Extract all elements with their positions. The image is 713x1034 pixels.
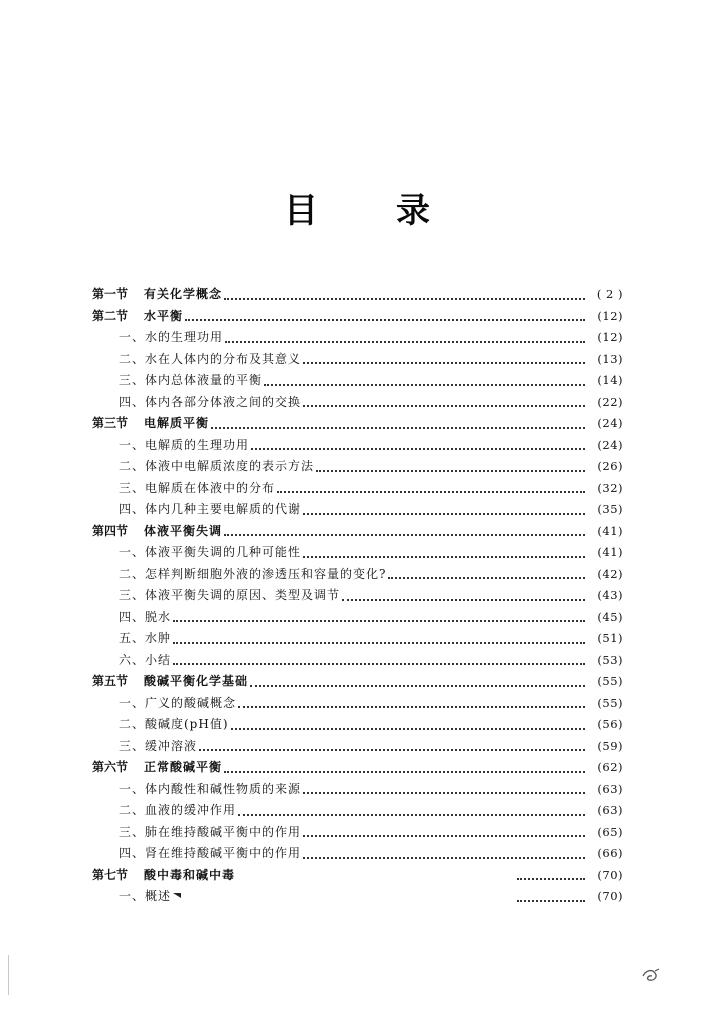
toc-entry-label [119, 822, 301, 844]
toc-entry-label [119, 542, 301, 564]
toc-entry-label [119, 843, 301, 865]
dot-leader [238, 694, 585, 708]
toc-entry-label [92, 521, 222, 543]
subsection-title: 四、体内各部分体液之间的交换 [119, 394, 302, 409]
toc-entry-label [119, 499, 301, 521]
toc-section-row [0, 306, 713, 328]
page-number: (41) [597, 545, 623, 559]
toc-subsection-row [0, 628, 713, 650]
dot-leader [211, 415, 585, 429]
page-number: (59) [597, 738, 623, 753]
toc-entry-label [119, 327, 223, 349]
toc-subsection-row [0, 435, 713, 457]
scan-smudge-mark [640, 966, 662, 984]
toc-subsection-row [0, 370, 713, 392]
dot-leader [235, 868, 589, 882]
dot-leader [225, 329, 585, 343]
toc-entry-label [92, 671, 248, 693]
section-title: 酸碱平衡化学基础 [144, 674, 249, 688]
dot-leader [185, 307, 585, 321]
dot-leader [231, 716, 585, 730]
dot-leader [173, 630, 585, 644]
toc-section-row [0, 521, 713, 543]
section-number: 第五节 [92, 674, 129, 688]
toc-entry-label [119, 370, 262, 392]
toc-subsection-row [0, 607, 713, 629]
toc-section-row [0, 671, 713, 693]
toc-subsection-row [0, 650, 713, 672]
title-char-2: 录 [396, 191, 430, 231]
section-title: 电解质平衡 [144, 416, 210, 430]
page-number: (22) [597, 394, 623, 409]
subsection-title: 二、血液的缓冲作用 [119, 803, 237, 817]
toc-entry-label [92, 284, 222, 306]
toc-subsection-row [0, 822, 713, 844]
section-title: 有关化学概念 [144, 287, 223, 301]
dot-leader [303, 544, 585, 558]
subsection-title: 一、水的生理功用 [119, 330, 224, 344]
page-number: (66) [597, 846, 623, 860]
toc-entry-label [119, 628, 171, 650]
page-number: (51) [597, 631, 623, 645]
subsection-title: 四、体内几种主要电解质的代谢 [119, 502, 302, 516]
section-title: 水平衡 [144, 308, 184, 323]
dot-leader [264, 372, 585, 386]
toc-subsection-row [0, 349, 713, 371]
toc-entry-label [119, 435, 249, 457]
toc-entry-label [119, 650, 171, 672]
toc-section-row [0, 284, 713, 306]
toc-entry-label [119, 392, 301, 414]
page-number: (35) [597, 502, 623, 516]
dot-leader [224, 759, 585, 773]
toc-subsection-row [0, 779, 713, 801]
page-number: (26) [597, 459, 623, 473]
section-number: 第七节 [92, 867, 129, 882]
section-number: 第二节 [92, 308, 129, 323]
toc-subsection-row [0, 800, 713, 822]
toc-entry-label [92, 757, 222, 779]
section-title: 正常酸碱平衡 [144, 760, 223, 774]
page-number: (55) [597, 674, 623, 688]
dot-leader [199, 737, 585, 751]
section-number: 第四节 [92, 523, 129, 538]
toc-entry-label [92, 865, 235, 887]
dot-leader [250, 673, 585, 687]
toc-subsection-row [0, 499, 713, 521]
toc-subsection-row [0, 564, 713, 586]
dot-leader [238, 802, 585, 816]
page-number: (63) [597, 803, 623, 817]
page-number: ( 2 ) [596, 287, 623, 301]
page-number: (12) [597, 308, 623, 323]
dot-leader [224, 522, 585, 536]
dot-leader [303, 350, 585, 364]
page-number: (12) [597, 330, 623, 344]
page-number: (53) [597, 652, 623, 667]
page-number: (41) [597, 523, 623, 538]
page-number: (14) [597, 373, 623, 387]
dot-leader [316, 458, 585, 472]
toc-section-row [0, 865, 713, 887]
subsection-title: 一、概述 [119, 889, 172, 903]
toc-entry-label [92, 413, 209, 435]
page-number: (70) [597, 889, 623, 903]
page-number: (24) [597, 416, 623, 430]
subsection-title: 六、小结 [119, 652, 172, 667]
pencil-arrow-mark [173, 893, 181, 898]
page-number: (42) [597, 566, 623, 581]
subsection-title: 三、体液平衡失调的原因、类型及调节 [119, 588, 341, 602]
toc-section-row [0, 757, 713, 779]
toc-entry-label [119, 349, 301, 371]
page-number: (62) [597, 760, 623, 774]
page-title [0, 186, 713, 236]
toc-entry-label [119, 779, 301, 801]
toc-entry-label [119, 585, 340, 607]
dot-leader [181, 890, 589, 904]
toc-subsection-row [0, 714, 713, 736]
toc-entry-label [119, 736, 197, 758]
page-number: (45) [597, 609, 623, 624]
toc-entry-label [119, 478, 275, 500]
subsection-title: 三、体内总体液量的平衡 [119, 373, 263, 387]
page-number: (43) [597, 588, 623, 602]
dot-leader [251, 436, 585, 450]
subsection-title: 三、肺在维持酸碱平衡中的作用 [119, 824, 302, 839]
subsection-title: 一、电解质的生理功用 [119, 437, 250, 452]
scan-edge-mark [8, 955, 9, 995]
page-number: (24) [597, 437, 623, 452]
toc-entry-label [119, 607, 171, 629]
toc-subsection-row [0, 693, 713, 715]
toc-subsection-row [0, 456, 713, 478]
toc-entry-label [92, 306, 183, 328]
toc-subsection-row [0, 736, 713, 758]
subsection-title: 三、电解质在体液中的分布 [119, 480, 276, 495]
dot-leader [303, 501, 585, 515]
section-number: 第六节 [92, 760, 129, 774]
subsection-title: 四、脱水 [119, 609, 172, 624]
section-number: 第三节 [92, 416, 129, 430]
dot-leader [303, 780, 585, 794]
subsection-title: 一、体液平衡失调的几种可能性 [119, 545, 302, 559]
page-number: (63) [597, 781, 623, 796]
toc-subsection-row [0, 585, 713, 607]
page-number: (65) [597, 824, 623, 839]
toc-entry-label [119, 714, 229, 736]
section-title: 体液平衡失调 [144, 523, 223, 538]
section-number: 第一节 [92, 287, 129, 301]
page-number: (13) [597, 351, 623, 366]
toc-subsection-row [0, 327, 713, 349]
subsection-title: 一、广义的酸碱概念 [119, 695, 237, 710]
subsection-title: 三、缓冲溶液 [119, 738, 198, 753]
toc-subsection-row [0, 392, 713, 414]
dot-leader [173, 651, 585, 665]
toc-entry-label [119, 564, 386, 586]
toc-subsection-row [0, 542, 713, 564]
title-char-1: 目 [284, 191, 318, 231]
dot-leader [224, 286, 585, 300]
subsection-title: 一、体内酸性和碱性物质的来源 [119, 781, 302, 796]
toc-subsection-row [0, 478, 713, 500]
dot-leader [303, 393, 585, 407]
dot-leader [303, 845, 585, 859]
dot-leader [303, 823, 585, 837]
dot-leader [277, 479, 585, 493]
toc-entry-label [119, 456, 314, 478]
page-number: (32) [597, 480, 623, 495]
subsection-title: 五、水肿 [119, 631, 172, 645]
page-number: (55) [597, 695, 623, 710]
subsection-title: 二、酸碱度(pH值) [119, 717, 229, 731]
table-of-contents [0, 284, 713, 908]
toc-section-row [0, 413, 713, 435]
toc-subsection-row [0, 843, 713, 865]
section-title: 酸中毒和碱中毒 [144, 867, 236, 882]
toc-entry-label [119, 886, 181, 908]
toc-entry-label [119, 693, 236, 715]
page-number: (56) [597, 717, 623, 731]
dot-leader [388, 565, 585, 579]
dot-leader [342, 587, 585, 601]
subsection-title: 二、水在人体内的分布及其意义 [119, 351, 302, 366]
subsection-title: 二、怎样判断细胞外液的渗透压和容量的变化? [119, 566, 387, 581]
subsection-title: 二、体液中电解质浓度的表示方法 [119, 459, 315, 473]
toc-entry-label [119, 800, 236, 822]
dot-leader [173, 608, 585, 622]
subsection-title: 四、肾在维持酸碱平衡中的作用 [119, 846, 302, 860]
toc-subsection-row [0, 886, 713, 908]
page-number: (70) [597, 867, 623, 882]
